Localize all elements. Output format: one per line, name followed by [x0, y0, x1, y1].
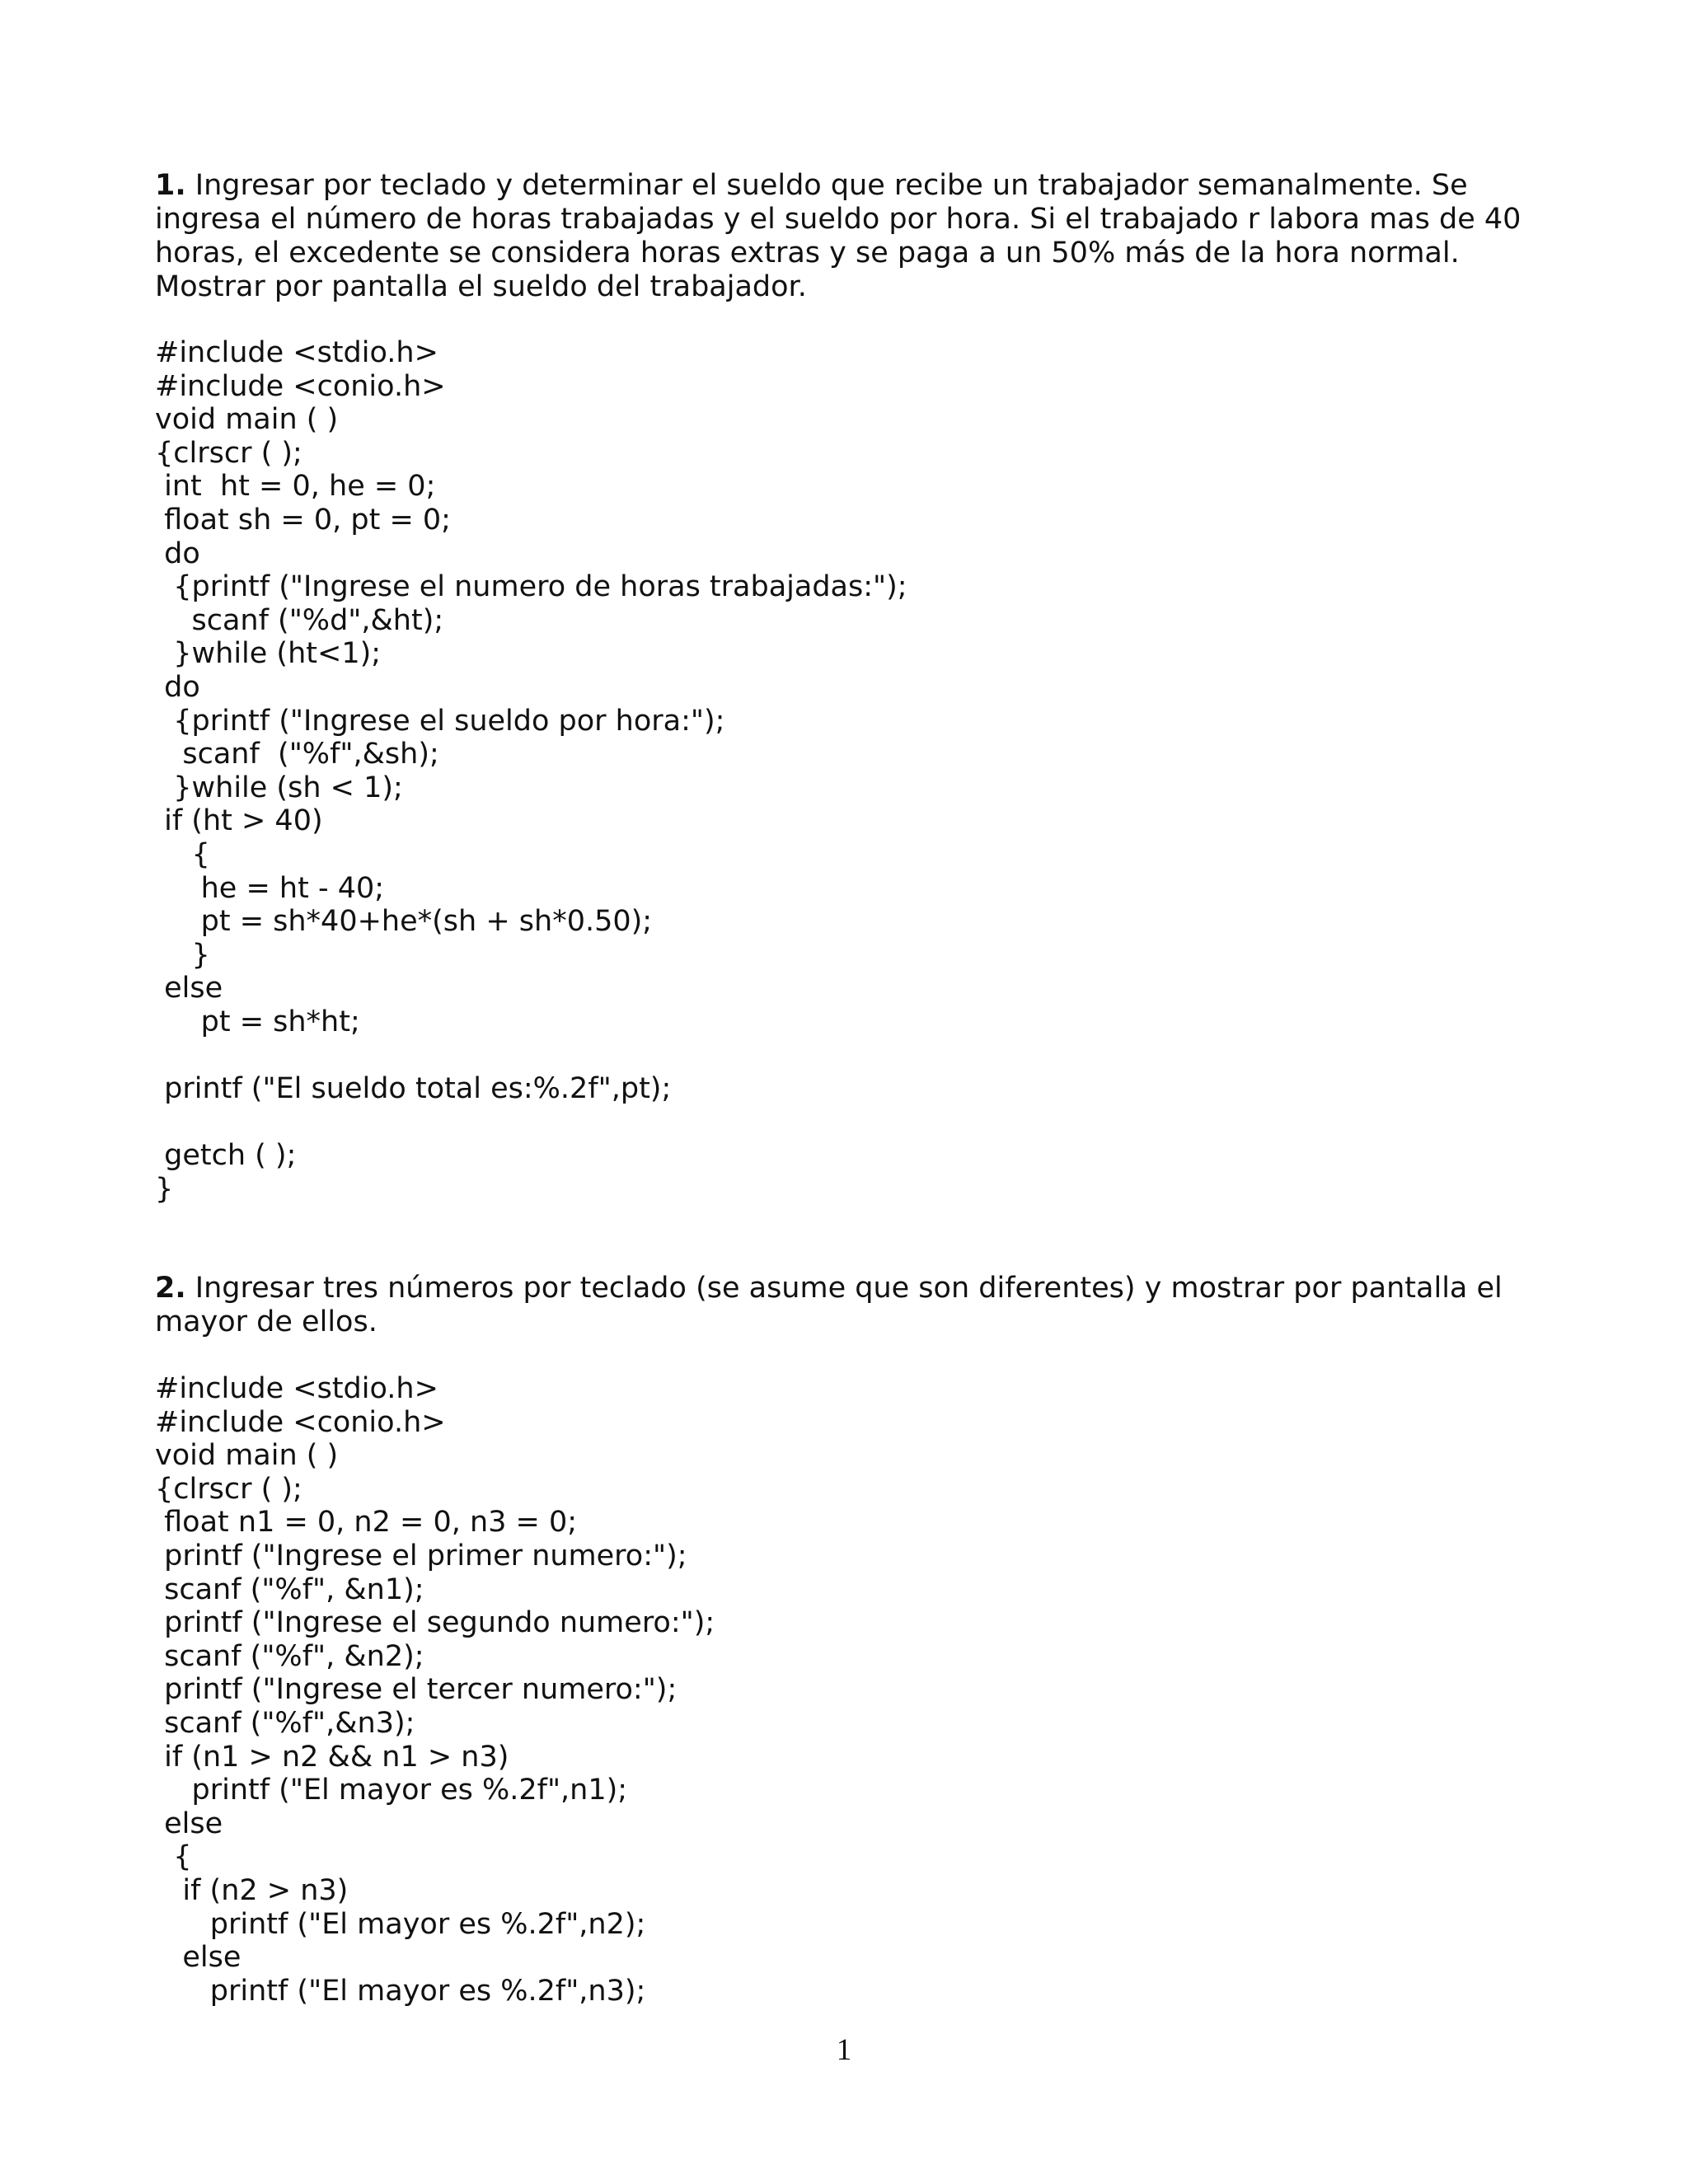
code-line: scanf ("%f",&n3);: [155, 1706, 415, 1740]
code-line: #include <stdio.h>: [155, 336, 438, 369]
code-block-2: [155, 1372, 715, 2008]
code-line: printf ("Ingrese el segundo numero:");: [155, 1606, 715, 1640]
code-line: #include <stdio.h>: [155, 1372, 438, 1405]
code-line: void main ( ): [155, 1439, 339, 1473]
code-line: pt = sh*ht;: [155, 1005, 360, 1038]
code-line: scanf ("%f",&sh);: [155, 738, 439, 771]
problem-2-statement: [155, 1272, 1540, 1339]
code-line: #include <conio.h>: [155, 369, 446, 403]
code-line: }while (ht<1);: [155, 637, 382, 671]
code-line: do: [155, 537, 200, 570]
code-line: {: [155, 837, 210, 871]
code-line: printf ("El mayor es %.2f",n1);: [155, 1774, 628, 1807]
code-line: pt = sh*40+he*(sh + sh*0.50);: [155, 905, 653, 939]
problem-1-description: Ingresar por teclado y determinar el sueldo que recibe un trabajador semanalmente. Se ingresa el número de horas trabajadas y el sueldo por hora. Si el trabajado r labora mas de 40 horas, el excedente se considera horas extras y se paga a un 50% más de la hora normal. Mostrar por pantalla el sueldo del trabajador.: [155, 169, 1522, 303]
code-line: printf ("El mayor es %.2f",n2);: [155, 1907, 646, 1941]
code-line: {printf ("Ingrese el sueldo por hora:");: [155, 704, 725, 738]
code-line: printf ("El mayor es %.2f",n3);: [155, 1974, 646, 2008]
problem-2-description: Ingresar tres números por teclado (se asume que son diferentes) y mostrar por pantalla el mayor de ellos.: [155, 1272, 1503, 1338]
code-line: else: [155, 972, 223, 1005]
code-line: do: [155, 670, 200, 704]
page-number: 1: [836, 2033, 852, 2067]
code-line: {clrscr ( );: [155, 1472, 302, 1506]
code-line: int ht = 0, he = 0;: [155, 470, 436, 504]
code-line: {printf ("Ingrese el numero de horas trabajadas:");: [155, 570, 907, 604]
code-block-1: [155, 336, 907, 1206]
code-line: if (n2 > n3): [155, 1873, 349, 1907]
code-line: [155, 1038, 907, 1072]
code-line: {clrscr ( );: [155, 436, 302, 470]
code-line: }: [155, 938, 210, 972]
code-line: if (n1 > n2 && n1 > n3): [155, 1740, 509, 1774]
problem-1-statement: [155, 169, 1540, 304]
code-line: float n1 = 0, n2 = 0, n3 = 0;: [155, 1506, 578, 1540]
code-line: {: [155, 1840, 192, 1874]
code-line: scanf ("%f", &n2);: [155, 1639, 424, 1673]
code-line: void main ( ): [155, 403, 339, 437]
code-line: getch ( );: [155, 1139, 297, 1173]
code-line: printf ("El sueldo total es:%.2f",pt);: [155, 1072, 672, 1106]
code-line: he = ht - 40;: [155, 871, 385, 905]
code-line: float sh = 0, pt = 0;: [155, 503, 451, 537]
code-line: scanf ("%d",&ht);: [155, 603, 444, 637]
code-line: [155, 1106, 907, 1140]
code-line: if (ht > 40): [155, 804, 323, 838]
problem-2-number: 2.: [155, 1272, 186, 1305]
code-line: printf ("Ingrese el tercer numero:");: [155, 1673, 678, 1707]
code-line: scanf ("%f", &n1);: [155, 1572, 424, 1606]
code-line: #include <conio.h>: [155, 1405, 446, 1439]
code-line: printf ("Ingrese el primer numero:");: [155, 1539, 687, 1572]
code-line: else: [155, 1807, 223, 1840]
code-line: else: [155, 1941, 241, 1975]
problem-1-number: 1.: [155, 169, 186, 202]
code-line: }while (sh < 1);: [155, 771, 403, 804]
code-line: }: [155, 1172, 174, 1206]
